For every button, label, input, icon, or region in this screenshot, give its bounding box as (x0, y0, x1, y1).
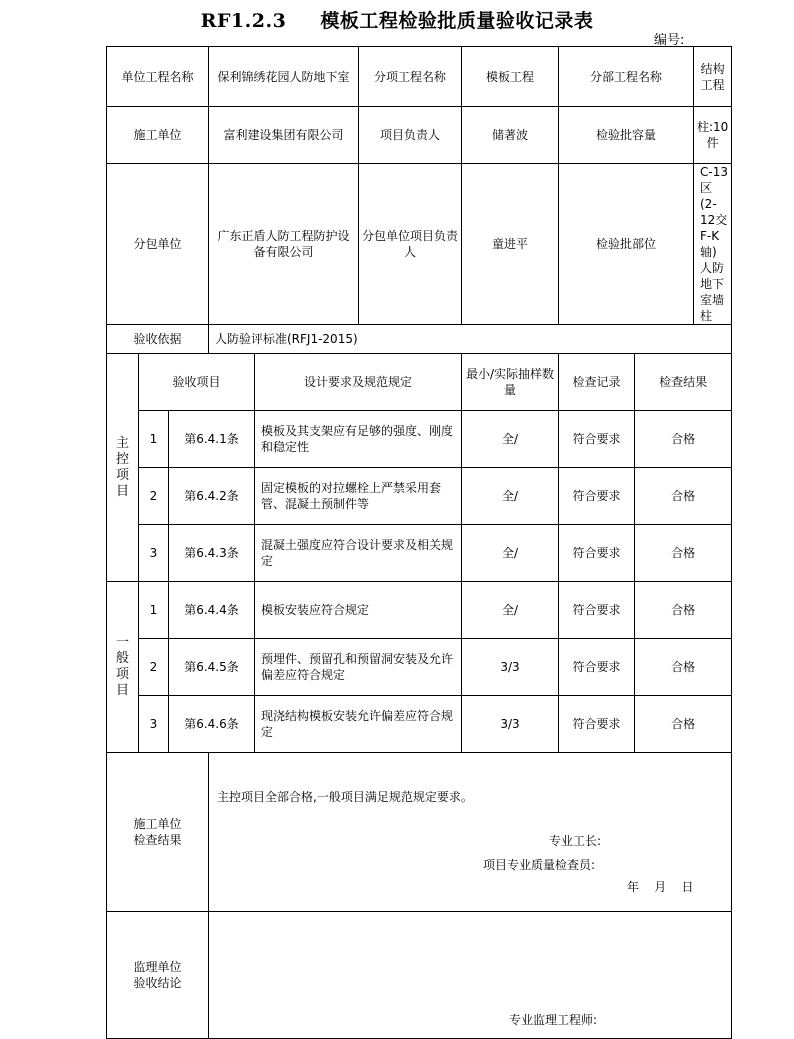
table-row (107, 468, 732, 525)
foreman-signature-label: 专业工长: (549, 834, 602, 848)
item-record: 符合要求 (559, 525, 635, 582)
item-clause: 第6.4.1条 (169, 411, 255, 468)
item-result: 合格 (635, 582, 732, 639)
item-result: 合格 (635, 525, 732, 582)
item-number: 2 (139, 639, 169, 696)
col-sample: 最小/实际抽样数量 (462, 354, 559, 411)
col-requirement: 设计要求及规范规定 (255, 354, 462, 411)
item-number: 1 (139, 411, 169, 468)
item-requirement: 现浇结构模板安装允许偏差应符合规定 (255, 696, 462, 753)
engineer-signature-label: 专业监理工程师: (509, 1013, 598, 1027)
inspection-form (106, 46, 732, 1039)
construction-check-text: 主控项目全部合格,一般项目满足规范规定要求。 (217, 790, 473, 804)
item-number: 1 (139, 582, 169, 639)
general-group-label: 一 般 项 目 (107, 582, 139, 753)
supervision-label: 监理单位 验收结论 (107, 912, 209, 1039)
table-row (107, 696, 732, 753)
item-sample: 全/ (462, 411, 559, 468)
sub-item-value: 模板工程 (462, 47, 559, 107)
manager-value: 储著波 (462, 107, 559, 164)
table-row (107, 411, 732, 468)
header-row-2 (107, 107, 732, 164)
division-label: 分部工程名称 (559, 47, 694, 107)
item-number: 3 (139, 525, 169, 582)
form-code: RF1.2.3 (200, 10, 287, 32)
item-clause: 第6.4.2条 (169, 468, 255, 525)
column-header-row (107, 354, 732, 411)
item-requirement: 固定模板的对拉螺栓上严禁采用套管、混凝土预制件等 (255, 468, 462, 525)
header-row-1 (107, 47, 732, 107)
item-record: 符合要求 (559, 696, 635, 753)
subcontractor-label: 分包单位 (107, 164, 209, 325)
subcontractor-value: 广东正盾人防工程防护设备有限公司 (209, 164, 359, 325)
item-result: 合格 (635, 696, 732, 753)
item-requirement: 混凝土强度应符合设计要求及相关规定 (255, 525, 462, 582)
location-label: 检验批部位 (559, 164, 694, 325)
item-sample: 3/3 (462, 696, 559, 753)
item-result: 合格 (635, 639, 732, 696)
item-requirement: 模板安装应符合规定 (255, 582, 462, 639)
construction-check-label: 施工单位 检查结果 (107, 753, 209, 912)
table-row (107, 639, 732, 696)
table-row (107, 525, 732, 582)
form-name: 模板工程检验批质量验收记录表 (320, 10, 594, 32)
item-clause: 第6.4.3条 (169, 525, 255, 582)
capacity-value: 柱:10件 (694, 107, 732, 164)
item-record: 符合要求 (559, 411, 635, 468)
item-record: 符合要求 (559, 582, 635, 639)
date-label: 年 月 日 (627, 880, 694, 894)
item-number: 3 (139, 696, 169, 753)
division-value: 结构工程 (694, 47, 732, 107)
header-row-3 (107, 164, 732, 325)
contractor-label: 施工单位 (107, 107, 209, 164)
sub-manager-value: 童进平 (462, 164, 559, 325)
unit-project-value: 保利锦绣花园人防地下室 (209, 47, 359, 107)
supervision-row (107, 912, 732, 1039)
serial-number-label: 编号: (654, 33, 685, 48)
location-value: C-13区(2-12交F-K轴)人防地下室墙柱 (694, 164, 732, 325)
basis-label: 验收依据 (107, 325, 209, 354)
inspector-signature-label: 项目专业质量检查员: (483, 858, 596, 872)
item-sample: 全/ (462, 525, 559, 582)
sub-item-label: 分项工程名称 (359, 47, 462, 107)
col-item: 验收项目 (139, 354, 255, 411)
contractor-value: 富利建设集团有限公司 (209, 107, 359, 164)
item-clause: 第6.4.5条 (169, 639, 255, 696)
supervision-content (209, 912, 732, 1039)
construction-check-row (107, 753, 732, 912)
item-record: 符合要求 (559, 468, 635, 525)
item-sample: 全/ (462, 582, 559, 639)
item-clause: 第6.4.6条 (169, 696, 255, 753)
table-row (107, 582, 732, 639)
item-sample: 3/3 (462, 639, 559, 696)
capacity-label: 检验批容量 (559, 107, 694, 164)
manager-label: 项目负责人 (359, 107, 462, 164)
item-record: 符合要求 (559, 639, 635, 696)
construction-check-content (209, 753, 732, 912)
item-sample: 全/ (462, 468, 559, 525)
sub-manager-label: 分包单位项目负责人 (359, 164, 462, 325)
item-requirement: 预埋件、预留孔和预留洞安装及允许偏差应符合规定 (255, 639, 462, 696)
item-clause: 第6.4.4条 (169, 582, 255, 639)
item-result: 合格 (635, 468, 732, 525)
main-control-group-label: 主 控 项 目 (107, 354, 139, 582)
unit-project-label: 单位工程名称 (107, 47, 209, 107)
item-result: 合格 (635, 411, 732, 468)
item-requirement: 模板及其支架应有足够的强度、刚度和稳定性 (255, 411, 462, 468)
item-number: 2 (139, 468, 169, 525)
basis-value: 人防验评标准(RFJ1-2015) (209, 325, 732, 354)
col-result: 检查结果 (635, 354, 732, 411)
col-record: 检查记录 (559, 354, 635, 411)
basis-row (107, 325, 732, 354)
